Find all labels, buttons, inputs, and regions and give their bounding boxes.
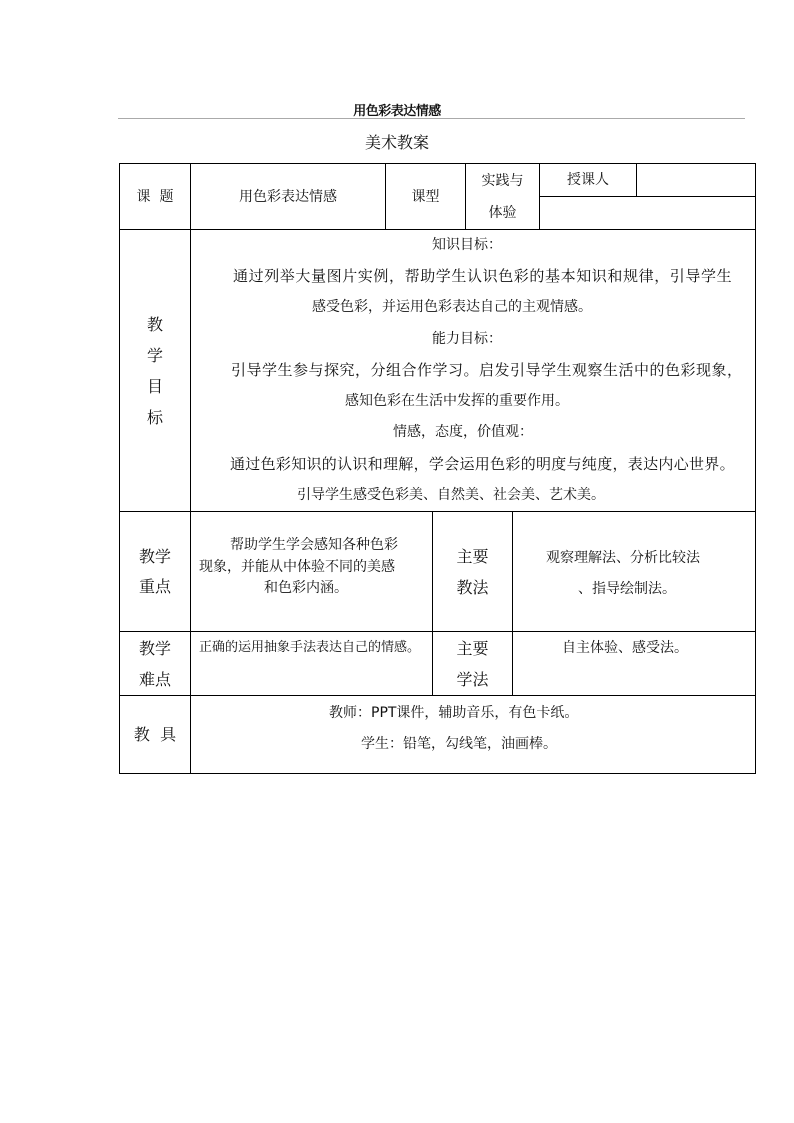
- emotion-line-1: 通过色彩知识的认识和理解，学会运用色彩的明度与纯度，表达内心世界。: [230, 455, 735, 473]
- type-label-text: 课型: [411, 188, 440, 205]
- teaching-method-label: [433, 512, 512, 631]
- col-divider-mid-b: [512, 511, 513, 696]
- teaching-method-label-line1: 主要: [456, 546, 489, 566]
- topic-label: [120, 164, 190, 229]
- knowledge-line-2: 感受色彩，并运用色彩表达自己的主观情感。: [312, 299, 592, 315]
- teaching-method-label-line2: 教法: [456, 577, 489, 597]
- ability-heading: 能力目标：: [432, 331, 502, 347]
- teaching-method-line2: 、指导绘制法。: [578, 581, 676, 597]
- row-divider-4: [119, 695, 756, 696]
- tools-label-text: 教 具: [133, 724, 177, 744]
- table-border-right: [755, 163, 756, 774]
- difficulties-label: [120, 632, 190, 695]
- header-divider: [118, 118, 745, 119]
- tools-label: [120, 696, 190, 773]
- teaching-method-line1: 观察理解法、分析比较法: [546, 550, 700, 566]
- objectives-label-char-4: 标: [146, 407, 163, 427]
- difficulties-label-line2: 难点: [138, 669, 171, 689]
- objectives-label-char-3: 目: [146, 376, 163, 396]
- keypoints-text-line2: 现象，并能从中体验不同的美感: [199, 559, 395, 575]
- type-value: [466, 164, 539, 229]
- keypoints-text-line1: 帮助学生学会感知各种色彩: [230, 537, 398, 553]
- teacher-label: [540, 164, 636, 196]
- running-header-title: 用色彩表达情感: [353, 104, 441, 119]
- ability-line-1: 引导学生参与探究，分组合作学习。启发引导学生观察生活中的色彩现象，: [231, 361, 743, 379]
- keypoints-text-line3: 和色彩内涵。: [264, 580, 348, 596]
- tools-teacher-line: 教师：PPT课件，辅助音乐，有色卡纸。: [329, 705, 579, 721]
- type-label: [386, 164, 465, 229]
- type-value-line1: 实践与: [481, 172, 524, 189]
- study-method-label-line2: 学法: [456, 669, 489, 689]
- knowledge-heading: 知识目标：: [432, 237, 502, 253]
- objectives-label-char-1: 教: [146, 314, 163, 334]
- topic-value-text: 用色彩表达情感: [239, 188, 337, 205]
- objectives-label: [120, 230, 190, 511]
- study-method-label-line1: 主要: [456, 638, 489, 658]
- study-method-label: [433, 632, 512, 695]
- emotion-heading: 情感，态度，价值观：: [393, 424, 533, 440]
- keypoints-label: [120, 512, 190, 631]
- emotion-line-2: 引导学生感受色彩美、自然美、社会美、艺术美。: [297, 487, 605, 503]
- table-border-bottom: [119, 773, 756, 774]
- topic-label-text: 课 题: [136, 188, 174, 205]
- col-divider-label: [190, 163, 191, 774]
- keypoints-label-line1: 教学: [138, 546, 171, 566]
- topic-value: [191, 164, 385, 229]
- objectives-label-char-2: 学: [146, 345, 163, 365]
- row-divider-1: [119, 229, 756, 230]
- tools-student-line: 学生：铅笔，勾线笔，油画棒。: [361, 736, 557, 752]
- knowledge-line-1: 通过列举大量图片实例，帮助学生认识色彩的基本知识和规律，引导学生: [233, 267, 733, 285]
- study-method-value: 自主体验、感受法。: [562, 640, 688, 656]
- ability-line-2: 感知色彩在生活中发挥的重要作用。: [345, 393, 569, 409]
- teacher-extra-value: [540, 197, 755, 229]
- type-value-line2: 体验: [488, 204, 517, 221]
- difficulties-label-line1: 教学: [138, 638, 171, 658]
- teacher-value: [637, 164, 755, 196]
- keypoints-label-line2: 重点: [138, 576, 171, 596]
- teacher-label-text: 授课人: [567, 172, 609, 188]
- difficulties-text: 正确的运用抽象手法表达自己的情感。: [199, 640, 421, 655]
- document-title: 美术教案: [364, 133, 429, 152]
